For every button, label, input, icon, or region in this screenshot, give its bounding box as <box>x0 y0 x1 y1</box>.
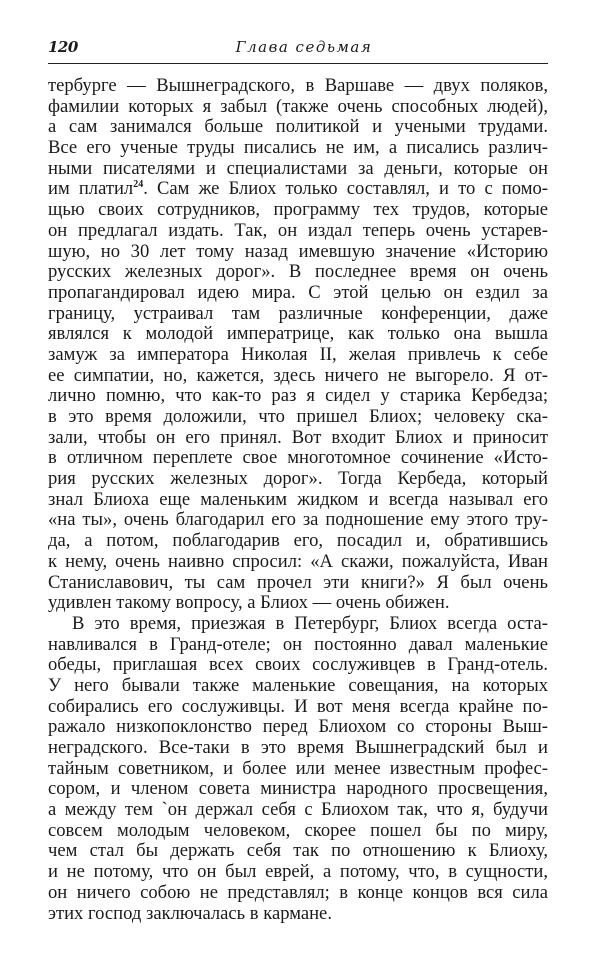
text-line: замуж за императора Николая II, желая привлечь к себе <box>48 343 548 365</box>
text-line: этих господ заключалась в кармане. <box>48 902 332 924</box>
text-line: лично помню, что как-то раз я сидел у старика Кербедза; <box>48 385 548 407</box>
text-line: пропагандировал идею мира. С этой целью он ездил за <box>48 281 548 303</box>
header-divider <box>48 63 548 64</box>
text-line: неградского. Все-таки в это время Вышнеградский был и <box>48 737 548 758</box>
text-line: знал Блиоха еще маленьким жидком и всегда называл его <box>48 488 548 510</box>
text-line: тайным советником, и более или менее известным профес- <box>48 757 548 779</box>
text-line: зали, чтобы он его принял. Вот входит Блиох и приносит <box>48 426 548 448</box>
text-line: в это время доложили, что пришел Блиох; человеку ска- <box>48 406 548 427</box>
paragraph-start-line: В это время, приезжая в Петербург, Блиох всегда оста- <box>72 612 548 634</box>
text-line: он предлагал издать. Так, он издал теперь очень устарев- <box>48 219 548 241</box>
text-line: рия русских железных дорог». Тогда Кербеда, который <box>48 468 548 490</box>
text-line: а между тем `он держал себя с Блиохом так, что я, будучи <box>48 799 548 821</box>
text-line: обеды, приглашая всех своих сослуживцев в Гранд-отель. <box>48 654 548 676</box>
text-line: навливался в Гранд-отеле; он постоянно давал маленькие <box>48 633 548 655</box>
text-line: чем стал бы держать себя так по отношению к Блиоху, <box>48 840 548 862</box>
text-line: русских железных дорог». В последнее время он очень <box>48 261 548 283</box>
running-title: Глава седьмая <box>235 38 373 56</box>
text-line: Все его ученые труды писались не им, а писались различ- <box>48 137 548 159</box>
text-line: а сам занимался больше политикой и учеными трудами. <box>48 116 548 138</box>
page-number: 120 <box>48 38 78 56</box>
text-line: фамилии которых я забыл (также очень способных людей), <box>48 95 548 117</box>
text-line <box>48 179 548 200</box>
text-fragment: им платил <box>48 178 134 200</box>
text-line: ражало низкопоклонство перед Блиохом со стороны Выш- <box>48 716 548 738</box>
text-line: в отличном переплете свое многотомное сочинение «Исто- <box>48 447 548 469</box>
text-line: к нему, очень наивно спросил: «А скажи, пожалуйста, Иван <box>48 550 548 572</box>
text-line: да, а потом, поблагодарив его, посадил и, обратившись <box>48 530 548 552</box>
text-line: являлся к молодой императрице, как только она вышла <box>48 323 548 345</box>
text-fragment: . Сам же Блиох только составлял, и то с помо- <box>143 178 548 200</box>
text-line: Станиславович, ты сам прочел эти книги?» Я был очень <box>48 571 548 593</box>
text-line: удивлен такому вопросу, а Блиох — очень обижен. <box>48 592 450 614</box>
text-line: собирались его сослуживцы. И вот меня всегда крайне по- <box>48 695 548 717</box>
text-line: границу, устраивал там различные конференции, даже <box>48 302 548 324</box>
text-line: совсем молодым человеком, скорее пошел бы по миру, <box>48 819 548 841</box>
text-line: он ничего собою не представлял; в конце концов вся сила <box>48 881 548 903</box>
text-line: сором, и членом совета министра народного просвещения, <box>48 778 548 800</box>
text-line: «на ты», очень благодарил его за подношение ему этого тру- <box>48 509 548 531</box>
page-header <box>48 38 548 60</box>
text-line: ее симпатии, но, кажется, здесь ничего не выгорело. Я от- <box>48 364 548 386</box>
text-line: и не потому, что он был еврей, а потому, что, в сущности, <box>48 861 548 883</box>
text-line: шую, но 30 лет тому назад имевшую значение «Историю <box>48 240 548 262</box>
body-text <box>48 76 548 924</box>
text-line: У него бывали также маленькие совещания, на которых <box>48 674 548 696</box>
text-line: щью своих сотрудников, программу тех трудов, которые <box>48 199 548 221</box>
text-line: тербурге — Вышнеградского, в Варшаве — двух поляков, <box>48 75 548 96</box>
footnote-reference[interactable]: 24 <box>133 179 144 191</box>
text-line: ными писателями и специалистами за деньги, которые он <box>48 157 548 179</box>
